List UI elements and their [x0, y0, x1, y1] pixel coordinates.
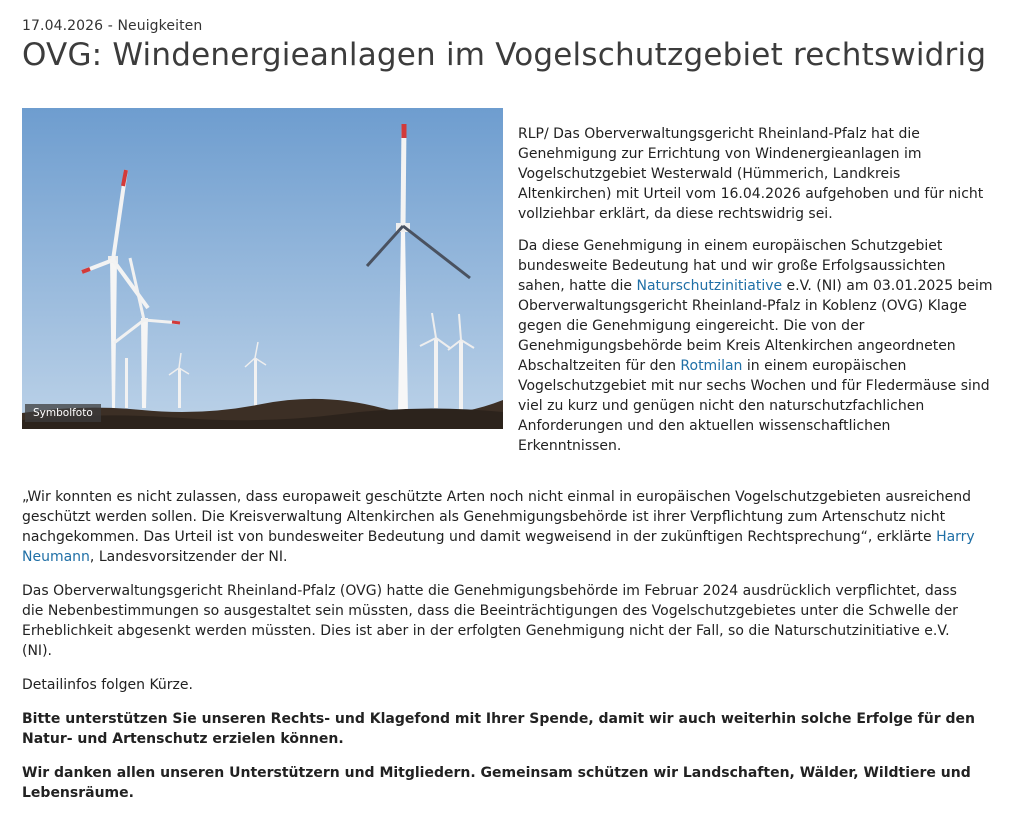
- meta-separator: -: [103, 18, 118, 34]
- wind-turbine-photo: [22, 108, 503, 429]
- text-span: in einem europäischen Vogelschutzgebiet mit nur sechs Wochen und für Fledermäuse sind viel zu kurz und genügen nicht den naturschutzfachlichen Anforderungen und den aktuellen wissenschaftlichen Erkenntnissen.: [518, 358, 990, 454]
- article-title: OVG: Windenergieanlagen im Vogelschutzgebiet rechtswidrig: [22, 37, 987, 73]
- quote-paragraph: [22, 487, 982, 567]
- intro-paragraph: RLP/ Das Oberverwaltungsgericht Rheinland-Pfalz hat die Genehmigung zur Errichtung von Windenergieanlagen im Vogelschutzgebiet Westerwald (Hümmerich, Landkreis Altenkirchen) mit Urteil vom 16.04.2026 aufgehoben und für nicht vollziehbar erklärt, da diese rechtswidrig sei.: [518, 126, 984, 222]
- lawsuit-paragraph: [518, 236, 994, 456]
- ovg-paragraph: Das Oberverwaltungsgericht Rheinland-Pfalz (OVG) hatte die Genehmigungsbehörde im Februar 2024 ausdrücklich verpflichtet, dass die Nebenbestimmungen so ausgestaltet sein müssten, dass die Beeinträchtigungen des Vogelschutzgebietes unter die Schwelle der Erheblichkeit abgesenkt werden müssten. Dies ist aber in der erfolgten Genehmigung nicht der Fall, so die Naturschutzinitiative e.V. (NI).: [22, 583, 958, 659]
- text-span: e.V. (NI) am 03.01.2025 beim Oberverwaltungsgericht Rheinland-Pfalz in Koblenz (OVG) Klage gegen die Genehmigung eingereicht. Die von der Genehmigungsbehörde beim Kreis Altenkirchen angeordneten Abschaltzeiten für den: [518, 278, 993, 374]
- harry-neumann-link[interactable]: Harry Neumann: [22, 529, 975, 565]
- article-category[interactable]: Neuigkeiten: [117, 18, 203, 34]
- thanks-paragraph: Wir danken allen unseren Unterstützern und Mitgliedern. Gemeinsam schützen wir Landschaften, Wälder, Wildtiere und Lebensräume.: [22, 765, 971, 801]
- article-intro: [518, 124, 994, 468]
- text-span: Da diese Genehmigung in einem europäischen Schutzgebiet bundesweite Bedeutung hat und wir große Erfolgsaussichten sahen, hatte die: [518, 238, 946, 294]
- article-meta: [22, 18, 202, 34]
- details-paragraph: Detailinfos folgen Kürze.: [22, 677, 193, 693]
- rotmilan-link[interactable]: Rotmilan: [680, 358, 743, 374]
- wind-turbine-illustration: [22, 108, 503, 429]
- article-body: [22, 487, 982, 817]
- naturschutzinitiative-link[interactable]: Naturschutzinitiative: [636, 278, 783, 294]
- donation-appeal: Bitte unterstützen Sie unseren Rechts- und Klagefond mit Ihrer Spende, damit wir auch weiterhin solche Erfolge für den Natur- und Artenschutz erzielen können.: [22, 711, 975, 747]
- article-date: 17.04.2026: [22, 18, 104, 34]
- image-caption: Symbolfoto: [25, 404, 101, 422]
- text-span: , Landesvorsitzender der NI.: [89, 549, 288, 565]
- text-span: „Wir konnten es nicht zulassen, dass europaweit geschützte Arten noch nicht einmal in europäischen Vogelschutzgebieten ausreichend geschützt werden sollen. Die Kreisverwaltung Altenkirchen als Genehmigungsbehörde ist ihrer Verpflichtung zum Artenschutz nicht nachgekommen. Das Urteil ist von bundesweiter Bedeutung und damit wegweisend in der zukünftigen Rechtsprechung“, erklärte: [22, 489, 972, 545]
